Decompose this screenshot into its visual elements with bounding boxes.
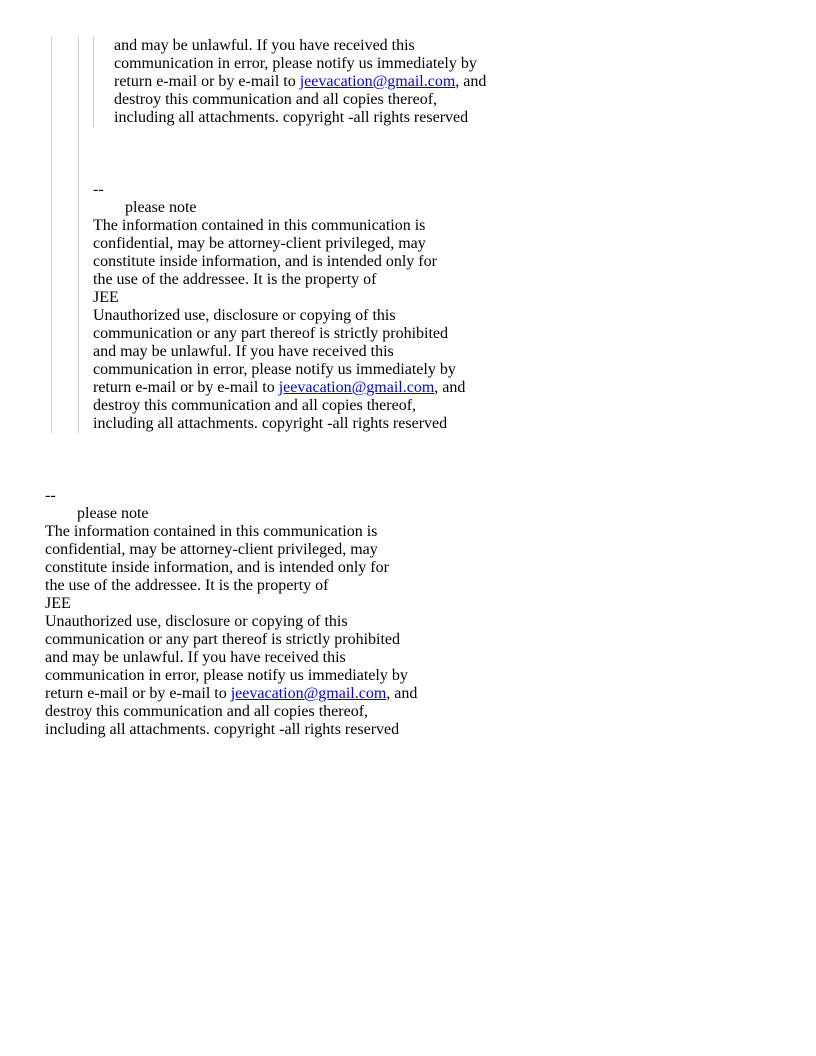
disclaimer-line: including all attachments. copyright -all rights reserved [45,721,400,738]
disclaimer-line: constitute inside information, and is intended only for [93,253,437,270]
disclaimer-line: constitute inside information, and is intended only for [45,559,389,576]
disclaimer-line: destroy this communication and all copies thereof, [93,397,417,414]
disclaimer-line: Unauthorized use, disclosure or copying of this [45,613,348,630]
disclaimer-line: The information contained in this communication is [45,523,378,540]
disclaimer-line: the use of the addressee. It is the property of [93,271,377,288]
please-note-heading: please note [77,505,149,522]
disclaimer-line: and may be unlawful. If you have received this [93,343,394,360]
spacer [93,127,785,181]
disclaimer-line: destroy this communication and all copies thereof, [114,91,438,108]
disclaimer-line: and may be unlawful. If you have received this [114,37,415,54]
quoted-reply-level-1 [51,37,785,433]
disclaimer-line: including all attachments. copyright -all rights reserved [93,415,448,432]
spacer [45,433,785,487]
signature-separator: -- [93,181,104,198]
disclaimer-line: communication or any part thereof is strictly prohibited [45,631,401,648]
email-suffix-text: , and [455,73,487,90]
signature-separator: -- [45,487,56,504]
email-suffix-text: , and [434,379,466,396]
disclaimer-line: confidential, may be attorney-client privileged, may [45,541,378,558]
disclaimer-email-line [45,685,785,703]
quoted-reply-level-3 [93,37,785,127]
disclaimer-line: confidential, may be attorney-client privileged, may [93,235,426,252]
quoted-reply-level-2 [78,37,785,433]
disclaimer-line: destroy this communication and all copies thereof, [45,703,369,720]
disclaimer-line: the use of the addressee. It is the property of [45,577,329,594]
disclaimer-line: The information contained in this communication is [93,217,426,234]
email-prefix-text: return e-mail or by e-mail to [45,685,231,702]
disclaimer-line: communication in error, please notify us immediately by [45,667,408,684]
disclaimer-line: JEE [93,289,119,306]
disclaimer-line: JEE [45,595,71,612]
email-suffix-text: , and [386,685,418,702]
disclaimer-line: communication in error, please notify us immediately by [93,361,456,378]
disclaimer-line: and may be unlawful. If you have received this [45,649,346,666]
email-link[interactable]: jeevacation@gmail.com [299,73,456,90]
email-body [45,37,785,739]
email-prefix-text: return e-mail or by e-mail to [93,379,279,396]
email-link[interactable]: jeevacation@gmail.com [230,685,387,702]
disclaimer-line: including all attachments. copyright -all rights reserved [114,109,469,126]
disclaimer-line: communication in error, please notify us immediately by [114,55,477,72]
signature-block [45,487,785,739]
email-prefix-text: return e-mail or by e-mail to [114,73,300,90]
disclaimer-line: communication or any part thereof is strictly prohibited [93,325,449,342]
disclaimer-line: Unauthorized use, disclosure or copying of this [93,307,396,324]
disclaimer-email-line [93,379,785,397]
email-link[interactable]: jeevacation@gmail.com [278,379,435,396]
please-note-heading: please note [125,199,197,216]
disclaimer-email-line [114,73,785,91]
